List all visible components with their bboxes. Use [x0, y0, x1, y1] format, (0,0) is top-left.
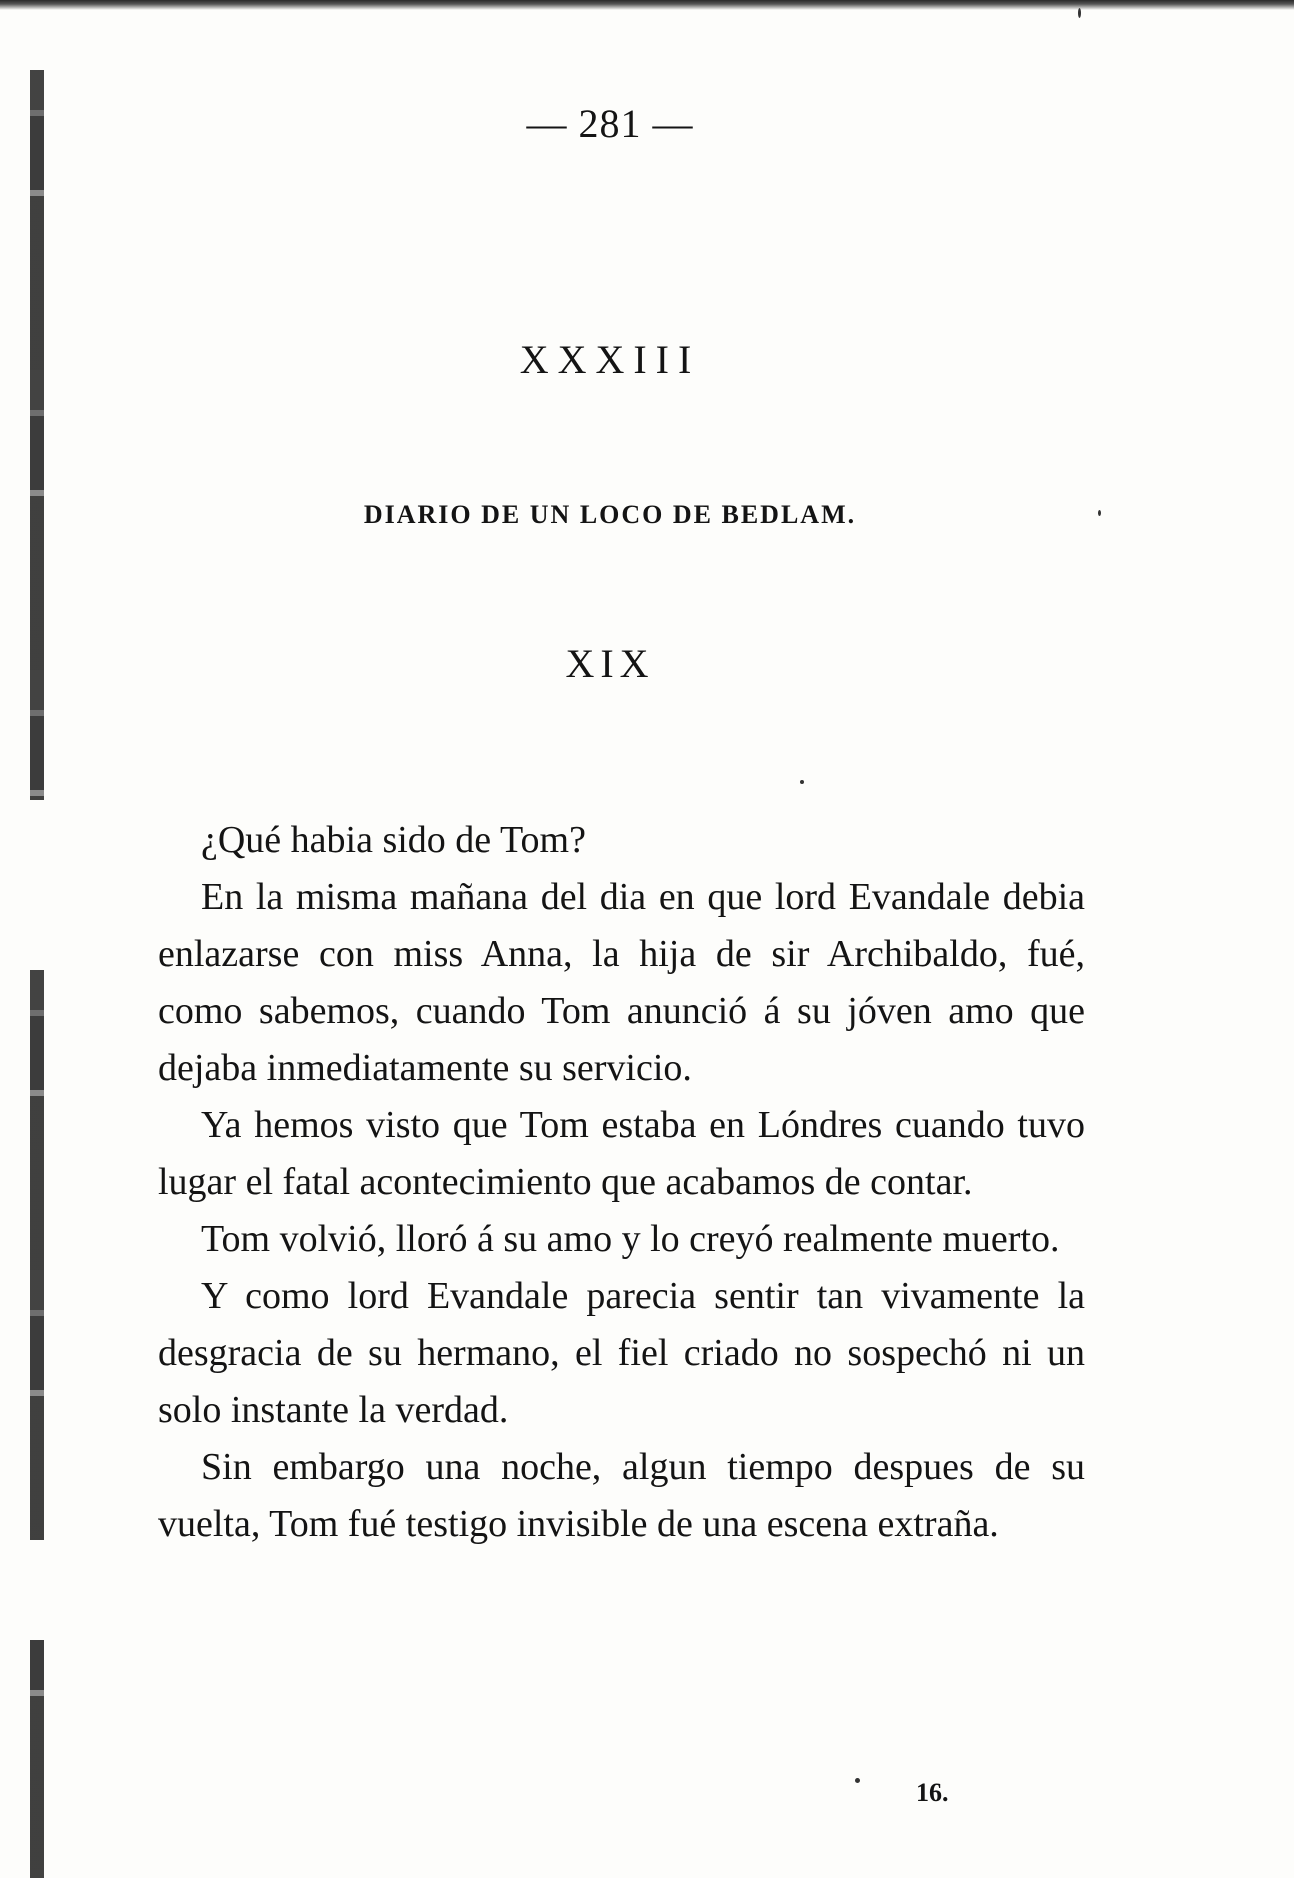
paragraph-1: ¿Qué habia sido de Tom?	[201, 819, 586, 861]
body-text	[158, 812, 1085, 1553]
page-top-edge-shadow	[0, 0, 1294, 10]
section-number: XIX	[565, 641, 655, 686]
print-speck	[855, 1778, 860, 1783]
page-number: — 281 —	[526, 101, 694, 146]
paragraph-2: En la misma mañana del dia en que lord Evandale debia enlazarse con miss Anna, la hija de sir Archibaldo, fué, como sabemos, cuando Tom anunció á su jóven amo que dejaba inmediatamente su servicio.	[158, 876, 1085, 1089]
binding-edge-gap	[26, 1540, 48, 1640]
part-title: DIARIO DE UN LOCO DE BEDLAM.	[363, 500, 857, 529]
printer-signature-mark: 16.	[916, 1778, 949, 1807]
binding-edge-gap	[26, 800, 48, 970]
paragraph-6: Sin embargo una noche, algun tiempo despues de su vuelta, Tom fué testigo invisible de una escena extraña.	[158, 1446, 1085, 1545]
paragraph-3: Ya hemos visto que Tom estaba en Lóndres cuando tuvo lugar el fatal acontecimiento que acabamos de contar.	[158, 1104, 1085, 1203]
print-speck	[800, 780, 804, 784]
chapter-number: XXXIII	[519, 337, 701, 382]
print-speck	[1078, 8, 1081, 18]
paragraph-4: Tom volvió, lloró á su amo y lo creyó realmente muerto.	[201, 1218, 1060, 1260]
paragraph-5: Y como lord Evandale parecia sentir tan vivamente la desgracia de su hermano, el fiel criado no sospechó ni un solo instante la verdad.	[158, 1275, 1085, 1431]
